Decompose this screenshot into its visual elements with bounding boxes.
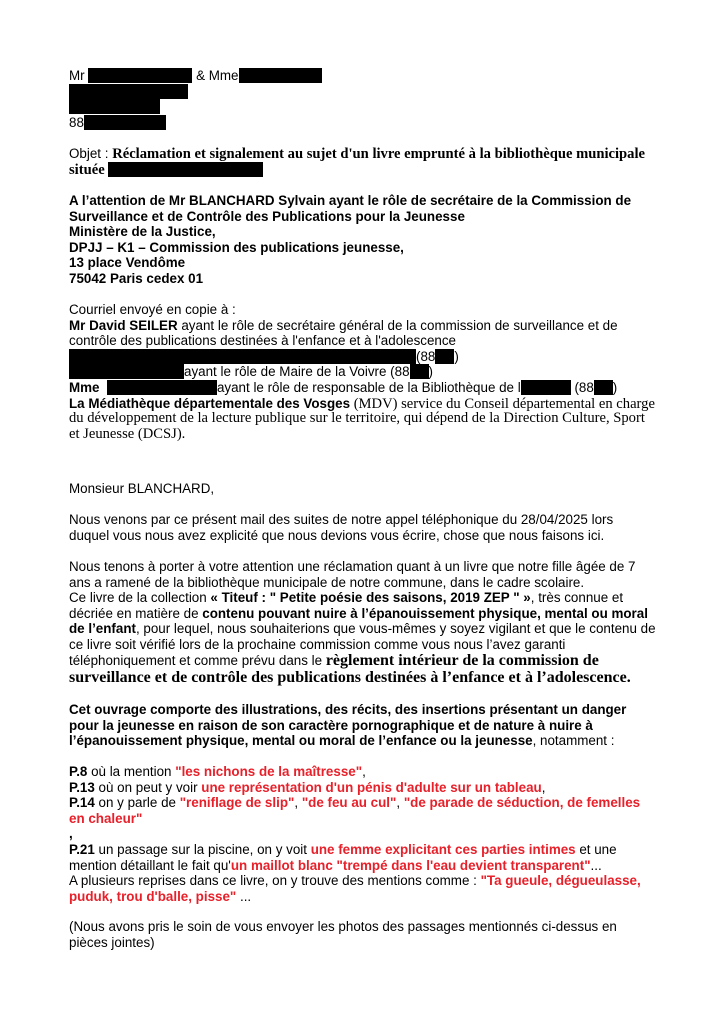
quote-span: un maillot blanc bbox=[230, 857, 333, 873]
paragraph-1 bbox=[69, 512, 669, 543]
redacted-box bbox=[521, 380, 571, 395]
redacted-box bbox=[69, 364, 184, 379]
salutation-text: Monsieur BLANCHARD, bbox=[69, 481, 215, 496]
copy-postal: (88 bbox=[570, 379, 594, 395]
paren: ) bbox=[454, 348, 459, 364]
paren: ) bbox=[428, 364, 434, 380]
list-item bbox=[69, 842, 669, 858]
quote-span: en chaleur" bbox=[69, 810, 143, 826]
page-number: P.13 bbox=[69, 779, 95, 795]
text-span: téléphoniquement et comme prévu dans le bbox=[69, 652, 326, 668]
quote-span: "de feu au cul" bbox=[301, 795, 397, 811]
recipient-block bbox=[69, 193, 669, 287]
redacted-box bbox=[69, 349, 416, 364]
redacted-box bbox=[84, 115, 166, 130]
copy-role: ayant le rôle de Maire de la Voivre (88 bbox=[184, 364, 410, 380]
subject-text: Réclamation et signalement au sujet d'un livre emprunté à la bibliothèque municipale bbox=[112, 146, 646, 162]
paren: ) bbox=[612, 379, 618, 395]
text-span: et une bbox=[575, 841, 617, 857]
copy-role: et Jeunesse (DCSJ). bbox=[69, 425, 186, 442]
paragraph-line: ce livre soit vérifié lors de la prochaine commission comme vous nous l’avez garanti bbox=[69, 636, 566, 652]
page-number: P.14 bbox=[69, 795, 95, 811]
text-span: ... bbox=[236, 888, 252, 904]
subject-label: Objet : bbox=[69, 146, 109, 161]
copy-role: (MDV) service du Conseil départemental en charge bbox=[350, 395, 655, 412]
text-span: ... bbox=[590, 857, 602, 873]
copy-block bbox=[69, 302, 669, 442]
text-span: Ce livre de la collection bbox=[69, 590, 211, 606]
bold-span: de l’enfant bbox=[69, 621, 136, 637]
redacted-box bbox=[69, 99, 160, 114]
sender-block bbox=[69, 68, 669, 130]
text-span: A plusieurs reprises dans ce livre, on y trouve des mentions comme : bbox=[69, 873, 481, 888]
recipient-line: Ministère de la Justice, bbox=[69, 224, 216, 240]
paragraph-4 bbox=[69, 873, 669, 904]
text-span: un passage sur la piscine, on y voit bbox=[94, 841, 311, 857]
list-item bbox=[69, 764, 669, 780]
redacted-box bbox=[107, 380, 217, 395]
paragraph-line: (Nous avons pris le soin de vous envoyer les photos des passages mentionnés ci-dessus en bbox=[69, 919, 617, 934]
quote-span: "Ta gueule, dégueulasse, bbox=[480, 873, 641, 888]
text-span: , bbox=[294, 795, 302, 811]
list-item bbox=[69, 780, 669, 796]
text-span: , bbox=[541, 779, 546, 795]
page-number: P.21 bbox=[69, 841, 95, 857]
copy-name: La Médiathèque départementale des Vosges bbox=[69, 395, 351, 411]
text-span: , pour lequel, nous souhaiterions que vous-mêmes y soyez vigilant et que le contenu de bbox=[135, 621, 656, 637]
recipient-line: DPJJ – K1 – Commission des publications jeunesse, bbox=[69, 239, 404, 255]
redacted-box bbox=[108, 162, 263, 177]
text-span: , bbox=[362, 764, 366, 779]
bold-span: contenu pouvant nuire à l’épanouissement physique, mental ou moral bbox=[202, 605, 648, 621]
text-span: , bbox=[396, 795, 404, 811]
redacted-box bbox=[594, 380, 613, 395]
subject-text-2: située bbox=[69, 161, 105, 178]
text-span: on y parle de bbox=[94, 795, 180, 811]
subject-block bbox=[69, 146, 669, 177]
recipient-line: A l’attention de Mr BLANCHARD Sylvain ayant le rôle de secrétaire de la Commission de bbox=[69, 193, 632, 208]
sender-mme: & Mme bbox=[196, 68, 239, 83]
page-number: P.8 bbox=[69, 764, 88, 779]
paragraph-line: pour la jeunesse en raison de son caractère pornographique et de nature à nuire à bbox=[69, 717, 593, 733]
list-item bbox=[69, 795, 669, 811]
text-span: décriée en matière de bbox=[69, 605, 203, 621]
book-title: « Titeuf : " Petite poésie des saisons, 2019 ZEP " » bbox=[210, 590, 531, 606]
text-span: , notamment : bbox=[532, 733, 615, 749]
page-references bbox=[69, 764, 669, 873]
redacted-box bbox=[410, 364, 429, 379]
text-span: où on peut y voir bbox=[94, 779, 202, 795]
quote-span: "de parade de séduction, de femelles bbox=[403, 795, 641, 811]
copy-role: du développement de la lecture publique sur le territoire, qui dépend de la Direction Culture, Sport bbox=[69, 410, 645, 427]
bold-span: l’épanouissement physique, mental ou moral de l’enfance ou la jeunesse bbox=[69, 733, 533, 749]
copy-name: Mr David SEILER bbox=[69, 317, 178, 333]
copy-intro: Courriel envoyé en copie à : bbox=[69, 302, 236, 317]
sender-mr: Mr bbox=[69, 68, 85, 83]
redacted-box bbox=[239, 68, 322, 83]
text-span: , bbox=[69, 826, 73, 842]
quote-span: "reniflage de slip" bbox=[179, 795, 295, 811]
paragraph-line: duquel vous nous avez explicité que nous devions vous écrire, chose que nous faisons ici. bbox=[69, 527, 605, 543]
paragraph-line: surveillance et de contrôle des publications destinées à l’enfance et à l’adolescence. bbox=[69, 668, 631, 686]
copy-postal: (88 bbox=[416, 348, 436, 364]
redacted-box bbox=[69, 84, 188, 99]
quote-span: "les nichons de la maîtresse" bbox=[175, 764, 363, 779]
recipient-line: Surveillance et de Contrôle des Publications pour la Jeunesse bbox=[69, 208, 465, 224]
quote-span: une représentation d'un pénis d'adulte sur un tableau bbox=[201, 779, 542, 795]
sender-postal: 88 bbox=[69, 114, 84, 130]
text-span: mention détaillant le fait qu' bbox=[69, 857, 231, 873]
bold-span: règlement intérieur de la commission de bbox=[325, 651, 599, 669]
salutation bbox=[69, 481, 669, 497]
text-span: où la mention bbox=[87, 764, 176, 779]
copy-role: ayant le rôle de secrétaire général de la commission de surveillance et de bbox=[177, 317, 618, 333]
redacted-box bbox=[435, 349, 454, 364]
paragraph-line: Cet ouvrage comporte des illustrations, des récits, des insertions présentant un danger bbox=[69, 702, 627, 717]
paragraph-2 bbox=[69, 559, 669, 688]
paragraph-5 bbox=[69, 919, 669, 950]
text-span: , très connue et bbox=[530, 590, 624, 606]
copy-role: contrôle des publications destinées à l'enfance et à l'adolescence bbox=[69, 333, 457, 349]
recipient-line: 13 place Vendôme bbox=[69, 255, 186, 271]
copy-role: ayant le rôle de responsable de la Bibliothèque de l bbox=[216, 379, 521, 395]
quote-span: "trempé dans l'eau devient transparent" bbox=[336, 857, 591, 873]
quote-span: une femme explicitant ces parties intimes bbox=[310, 841, 576, 857]
paragraph-line: pièces jointes) bbox=[69, 934, 155, 950]
paragraph-line: Nous venons par ce présent mail des suites de notre appel téléphonique du 28/04/2025 lors bbox=[69, 512, 614, 527]
copy-name: Mme bbox=[69, 379, 100, 395]
paragraph-line: Nous tenons à porter à votre attention une réclamation quant à un livre que notre fille âgée de 7 bbox=[69, 559, 636, 574]
quote-span: puduk, trou d'balle, pisse" bbox=[69, 888, 237, 904]
recipient-line: 75042 Paris cedex 01 bbox=[69, 270, 204, 286]
redacted-box bbox=[88, 68, 192, 83]
paragraph-line: ans a ramené de la bibliothèque municipale de notre commune, dans le cadre scolaire. bbox=[69, 574, 585, 590]
paragraph-3 bbox=[69, 702, 669, 749]
